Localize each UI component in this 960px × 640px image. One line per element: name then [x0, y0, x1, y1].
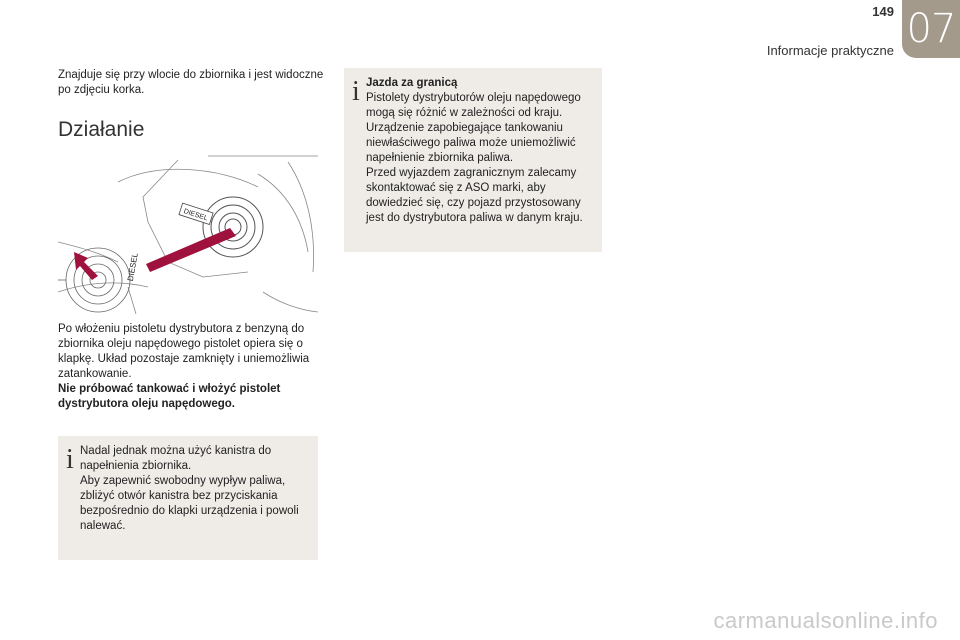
info-box-abroad: [344, 68, 602, 252]
info-box-canister: [58, 436, 318, 560]
info-right-line1: Pistolety dystrybutorów oleju napędowego mogą się różnić w zależności od kraju. Urządzenie zapobiegające tankowaniu niewłaściwego paliwa może uniemożliwić napełnienie zbiornika paliwa.: [366, 92, 581, 164]
description-paragraph: [58, 322, 324, 412]
info-right-title: Jazda za granicą: [366, 77, 458, 89]
info-icon: i: [66, 444, 74, 475]
chapter-tab: 07: [902, 0, 960, 58]
section-title: Informacje praktyczne: [766, 43, 894, 58]
page-number: 149: [872, 4, 894, 19]
info-left-line1: Nadal jednak można użyć kanistra do napełnienia zbiornika.: [80, 445, 272, 472]
description-text: Po włożeniu pistoletu dystrybutora z benzyną do zbiornika oleju napędowego pistolet opiera się o klapkę. Układ pozostaje zamknięty i uniemożliwia zatankowanie.: [58, 323, 310, 380]
diesel-label-bottom: DIESEL: [125, 252, 140, 282]
misfuel-device-illustration: [58, 152, 318, 314]
intro-paragraph: Znajduje się przy wlocie do zbiornika i jest widoczne po zdjęciu korka.: [58, 69, 324, 96]
flap-pointer: [146, 228, 236, 272]
info-right-line2: Przed wyjazdem zagranicznym zalecamy skontaktować się z ASO marki, aby dowiedzieć się, czy pojazd przystosowany jest do dystrybutora paliwa w danym kraju.: [366, 167, 583, 224]
diesel-label-top: DIESEL: [182, 208, 209, 223]
illustration-svg: [58, 152, 318, 314]
watermark: carmanualsonline.info: [713, 608, 938, 633]
info-icon: i: [352, 76, 360, 107]
heading-dzialanie: Działanie: [58, 118, 145, 141]
info-left-line2: Aby zapewnić swobodny wypływ paliwa, zbliżyć otwór kanistra bez przyciskania bezpośrednio do klapki urządzenia i powoli nalewać.: [80, 475, 299, 532]
warning-text: Nie próbować tankować i włożyć pistolet dystrybutora oleju napędowego.: [58, 383, 281, 410]
